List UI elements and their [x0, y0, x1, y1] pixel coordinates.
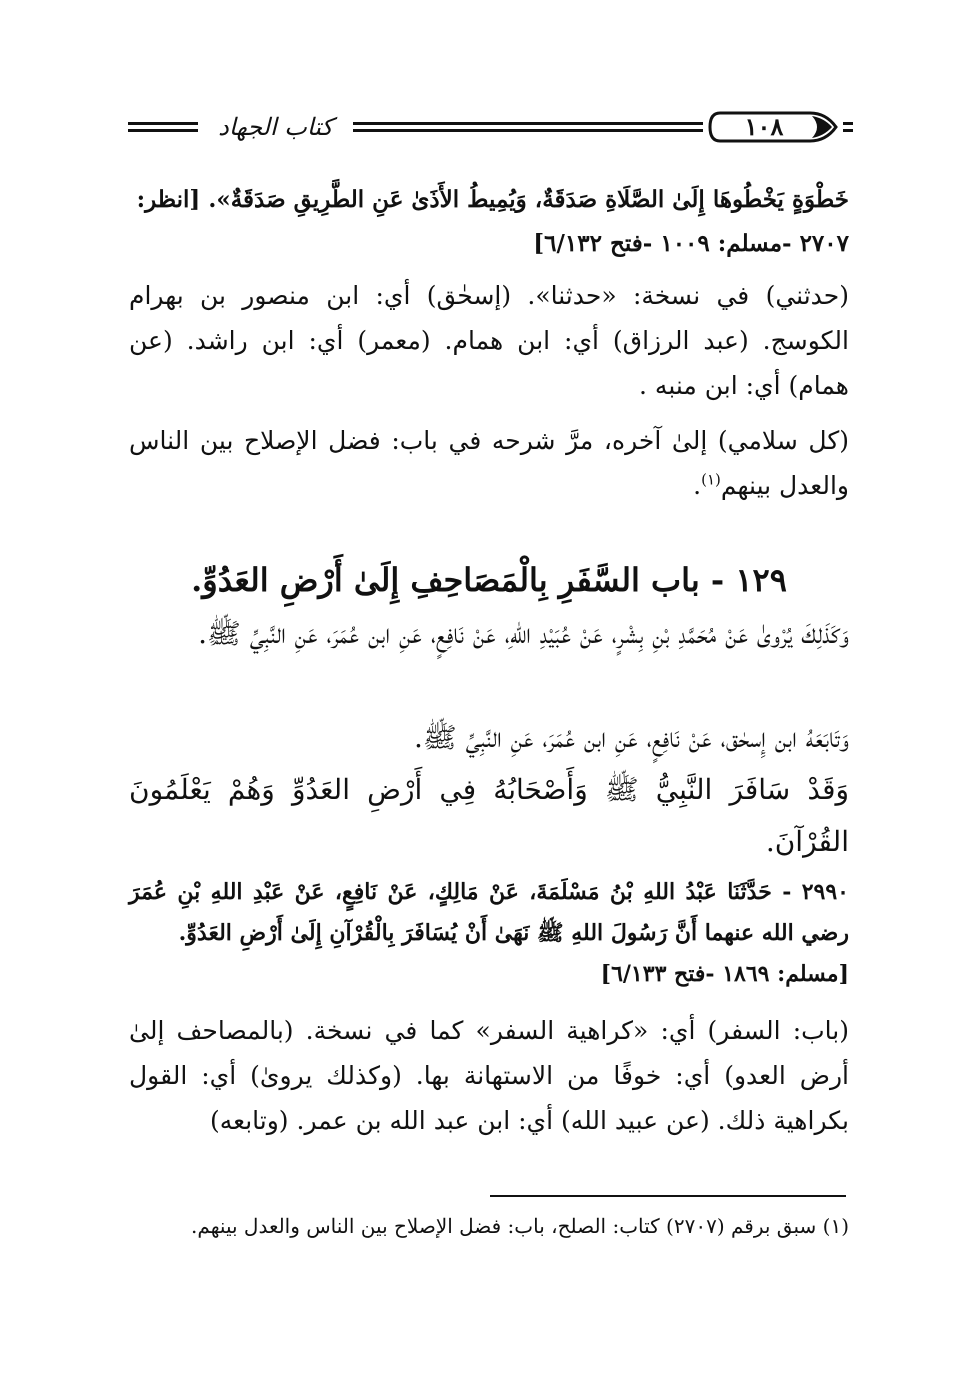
footnote-separator: [490, 1195, 846, 1197]
hadith-reference: [مسلم: ١٨٦٩ -فتح ٦/١٣٣]: [600, 961, 849, 987]
chapter-title: ١٢٩ - باب السَّفَرِ بِالْمَصَاحِفِ إِلَىٰ أَرْضِ العَدُوِّ.: [191, 561, 787, 599]
running-header: [128, 108, 850, 152]
hadith-continuation: [129, 178, 849, 266]
book-title: كتاب الجهاد: [218, 113, 333, 141]
hadith-text: خَطْوَةٍ يَخْطُوهَا إِلَىٰ الصَّلَاةِ صَدَقَةٌ، وَيُمِيطُ الأَذَىٰ عَنِ الطَّرِيقِ صَدَقَةٌ». [انظر:: [136, 186, 849, 213]
header-rule: [843, 122, 853, 132]
commentary-paragraph: (باب: السفر) أي: «كراهية السفر» كما في نسخة. (بالمصاحف إلىٰ أرض العدو) أي: خوفًا من الاستهانة بها. (وكذلك يروىٰ) أي: القول بكراهية ذلك. (عن عبيد الله) أي: ابن عبد الله بن عمر. (وتابعه): [129, 1016, 849, 1135]
commentary-text: (كل سلامي) إلىٰ آخره، مرَّ شرحه في باب: فضل الإصلاح بين الناس والعدل بينهم: [129, 426, 849, 500]
header-rule: [353, 122, 703, 132]
commentary-paragraph: [129, 418, 849, 508]
chapter-text: وَكَذَلِكَ يُرْوىٰ عَنْ مُحَمَّدِ بْنِ بِشْرٍ، عَنْ عُبَيْدِ اللهِ، عَنْ نَافِعٍ، عَنِ ابن عُمَرَ، عَنِ النَّبِيِّ ﷺ.: [198, 617, 849, 650]
page-number-badge: [706, 110, 838, 144]
commentary-end: .: [693, 471, 702, 500]
footnote: (١) سبق برقم (٢٧٠٧) كتاب: الصلح، باب: فضل الإصلاح بين الناس والعدل بينهم.: [191, 1214, 849, 1238]
commentary-paragraph: (حدثني) في نسخة: «حدثنا». (إسحٰق) أي: ابن منصور بن بهرام الكوسج. (عبد الرزاق) أي: ابن همام. (معمر) أي: ابن راشد. (عن همام) أي: ابن منبه .: [129, 281, 849, 400]
chapter-text: وَقَدْ سَافَرَ النَّبِيُّ ﷺ وَأَصْحَابُهُ فِي أَرْضِ العَدُوِّ وَهُمْ يَعْلَمُونَ القُرْآنَ.: [129, 773, 849, 858]
hadith-2990: [129, 872, 849, 995]
chapter-text: وَتَابَعَهُ ابن إِسحٰق، عَنْ نَافِعٍ، عَنِ ابن عُمَرَ، عَنِ النَّبِيِّ ﷺ.: [413, 721, 849, 754]
hadith-reference: ٢٧٠٧ -مسلم: ١٠٠٩ -فتح ٦/١٣٢]: [533, 230, 849, 257]
footnote-marker: (١): [701, 470, 721, 489]
header-rule: [128, 122, 198, 132]
hadith-text: ٢٩٩٠ - حَدَّثَنَا عَبْدُ اللهِ بْنُ مَسْلَمَةَ، عَنْ مَالِكٍ، عَنْ نَافِعٍ، عَنْ عَبْدِ اللهِ بْنِ عُمَرَ رضي الله عنهما أَنَّ رَسُولَ اللهِ ﷺ نَهَىٰ أَنْ يُسَافَرَ بِالْقُرْآنِ إِلَىٰ أَرْضِ العَدُوِّ.: [129, 879, 849, 946]
page-number: ١٠٨: [744, 112, 784, 141]
